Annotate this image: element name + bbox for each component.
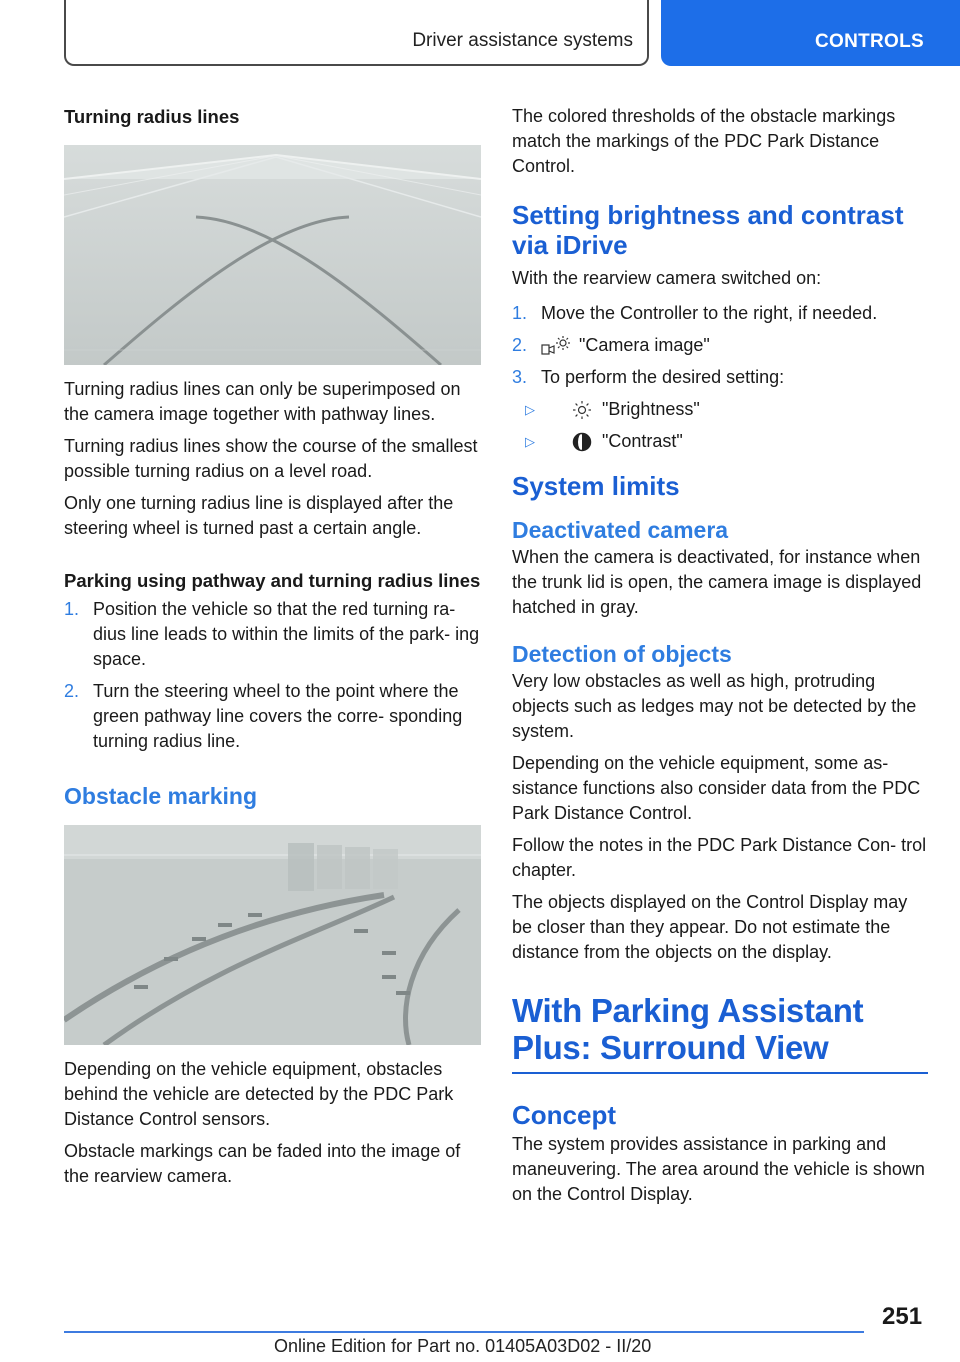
- setting-option-text: "Brightness": [602, 399, 700, 419]
- detection-paragraph-1: Very low obstacles as well as high, protruding objects such as ledges may not be detected by the system.: [512, 671, 917, 741]
- turning-radius-paragraph-2: Turning radius lines show the course of the smallest possible turning radius on a level road.: [64, 436, 478, 481]
- obstacle-paragraph-1: Depending on the vehicle equipment, obstacles behind the vehicle are detected by the PDC Park Distance Control sensors.: [64, 1059, 454, 1129]
- concept-heading: Concept: [512, 1100, 616, 1130]
- turning-radius-illustration: [64, 145, 481, 365]
- setting-step-text: Move the Controller to the right, if needed.: [541, 303, 878, 323]
- detection-paragraph-3: Follow the notes in the PDC Park Distance Con‐ trol chapter.: [512, 835, 927, 880]
- concept-paragraph: The system provides assistance in parking and maneuvering. The area around the vehicle is shown on the Control Display.: [512, 1134, 925, 1204]
- detection-objects-heading: Detection of objects: [512, 641, 732, 667]
- parking-step-text: Position the vehicle so that the red turning ra‐ dius line leads to within the limits of the park‐ ing space.: [93, 599, 480, 669]
- obstacle-marking-heading: Obstacle marking: [64, 783, 258, 809]
- header-section-title: Driver assistance systems: [412, 30, 633, 51]
- bullet-marker: ▷: [525, 402, 535, 417]
- setting-step-2: [512, 333, 929, 358]
- turning-radius-paragraph-3: Only one turning radius line is displayed after the steering wheel is turned past a certain angle.: [64, 493, 454, 538]
- parking-step-number: 2.: [64, 681, 80, 701]
- footer-rule: [64, 1331, 864, 1333]
- deactivated-camera-heading: Deactivated camera: [512, 517, 729, 543]
- setting-step-3: [512, 365, 929, 390]
- camera-image-icon: [541, 335, 571, 357]
- setting-step-number: 1.: [512, 303, 528, 323]
- parking-step-2: [64, 679, 481, 754]
- page-number: 251: [882, 1303, 923, 1330]
- contrast-icon: [570, 431, 594, 453]
- setting-option-contrast: [512, 429, 929, 454]
- brightness-icon: [570, 399, 594, 421]
- header-section-box: [64, 0, 649, 66]
- header-chapter-tab: [661, 0, 960, 66]
- detection-paragraph-4: The objects displayed on the Control Display may be closer than they appear. Do not estimate the distance from the objects on the display.: [512, 892, 908, 962]
- surround-view-heading: With Parking Assistant Plus: Surround View: [512, 992, 864, 1066]
- parking-step-text: Turn the steering wheel to the point where the green pathway line covers the corre‐ sponding turning radius line.: [93, 681, 463, 751]
- right-column: [512, 104, 929, 1214]
- footer-edition: Online Edition for Part no. 01405A03D02 - II/20: [274, 1336, 652, 1356]
- turning-radius-paragraph-1: Turning radius lines can only be superimposed on the camera image together with pathway lines.: [64, 379, 461, 424]
- setting-option-text: "Contrast": [602, 431, 683, 451]
- setting-step-number: 2.: [512, 335, 528, 355]
- left-column: [64, 104, 481, 1196]
- parking-heading: Parking using pathway and turning radius lines: [64, 570, 481, 591]
- brightness-contrast-heading: Setting brightness and contrast via iDrive: [512, 200, 904, 260]
- detection-paragraph-2: Depending on the vehicle equipment, some as‐ sistance functions also consider data from the PDC Park Distance Control.: [512, 753, 921, 823]
- setting-step-1: [512, 301, 929, 326]
- obstacle-paragraph-2: Obstacle markings can be faded into the image of the rearview camera.: [64, 1141, 461, 1186]
- setting-step-text: To perform the desired setting:: [541, 367, 785, 387]
- setting-step-number: 3.: [512, 367, 528, 387]
- obstacle-marking-illustration: [64, 825, 481, 1045]
- setting-option-brightness: [512, 397, 929, 422]
- bullet-marker: ▷: [525, 434, 535, 449]
- brightness-intro: With the rearview camera switched on:: [512, 268, 822, 288]
- header-chapter-title: CONTROLS: [815, 31, 925, 52]
- parking-step-1: [64, 597, 481, 672]
- setting-step-text: "Camera image": [579, 335, 710, 355]
- parking-step-number: 1.: [64, 599, 80, 619]
- turning-radius-heading: Turning radius lines: [64, 106, 240, 127]
- system-limits-heading: System limits: [512, 471, 680, 501]
- deactivated-camera-paragraph: When the camera is deactivated, for instance when the trunk lid is open, the camera image is displayed hatched in gray.: [512, 547, 922, 617]
- thresholds-paragraph: The colored thresholds of the obstacle markings match the markings of the PDC Park Distance Control.: [512, 106, 896, 176]
